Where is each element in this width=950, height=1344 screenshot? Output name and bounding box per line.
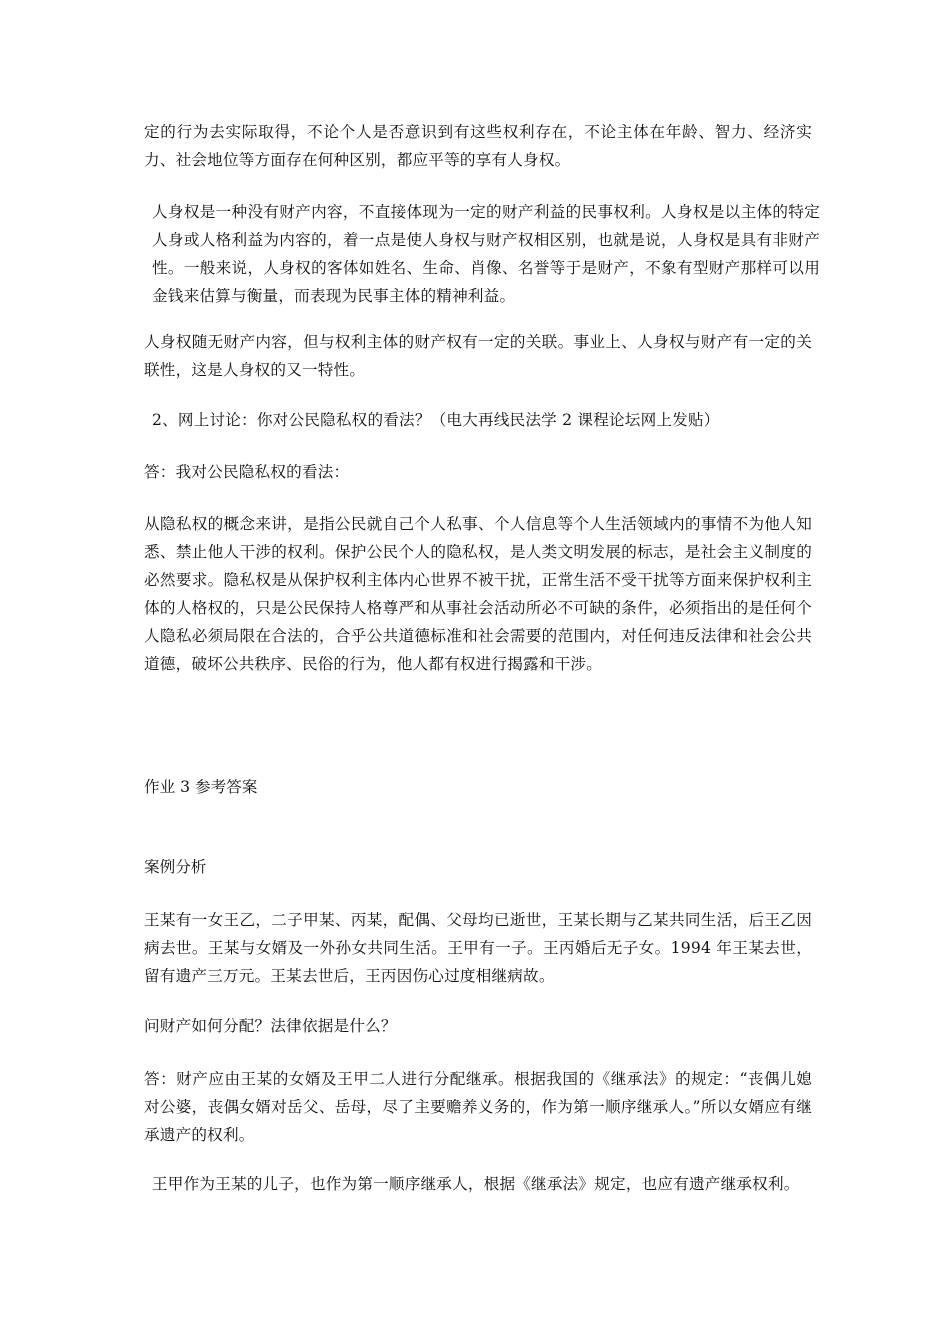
paragraph-property-relation: 人身权随无财产内容，但与权利主体的财产权有一定的关联。事业上、人身权与财产有一定的关联性，这是人身权的又一特性。 bbox=[144, 333, 812, 379]
paragraph-privacy-concept: 从隐私权的概念来讲，是指公民就自己个人私事、个人信息等个人生活领域内的事情不为他人知悉、禁止他人干涉的权利。保护公民个人的隐私权，是人类文明发展的标志，是社会主义制度的必然要求。隐私权是从保护权利主体内心世界不被干扰，正常生活不受干扰等方面来保护权利主体的人格权的，只是公民保持人格尊严和从事社会活动所必不可缺的条件，必须指出的是任何个人隐私必须局限在合法的，合乎公共道德标准和社会需要的范围内，对任何违反法律和社会公共道德，破坏公共秩序、民俗的行为，他人都有权进行揭露和干涉。 bbox=[144, 515, 812, 673]
section-title-homework-3: 作业 3 参考答案 bbox=[144, 778, 258, 796]
answer-son-inheritance: 王甲作为王某的儿子，也作为第一顺序继承人，根据《继承法》规定，也应有遗产继承权利。 bbox=[152, 1175, 800, 1193]
question-inheritance: 问财产如何分配？法律依据是什么？ bbox=[144, 1017, 397, 1035]
answer-privacy-heading: 答：我对公民隐私权的看法： bbox=[144, 463, 350, 481]
paragraph-personal-rights-equality: 定的行为去实际取得，不论个人是否意识到有这些权利存在，不论主体在年龄、智力、经济实力、社会地位等方面存在何种区别，都应平等的享有人身权。 bbox=[144, 123, 812, 169]
paragraph-non-property-nature: 人身权是一种没有财产内容，不直接体现为一定的财产利益的民事权利。人身权是以主体的特定人身或人格利益为内容的，着一点是使人身权与财产权相区别，也就是说，人身权是具有非财产性。一般来说，人身权的客体如姓名、生命、肖像、名誉等于是财产，不象有型财产那样可以用金钱来估算与衡量，而表现为民事主体的精神利益。 bbox=[152, 203, 820, 305]
section-title-case-analysis: 案例分析 bbox=[144, 858, 207, 876]
question-privacy-discussion: 2、网上讨论：你对公民隐私权的看法？（电大再线民法学 2 课程论坛网上发贴） bbox=[152, 411, 720, 429]
paragraph-case-facts: 王某有一女王乙，二子甲某、丙某，配偶、父母均已逝世，王某长期与乙某共同生活，后王乙因病去世。王某与女婿及一外孙女共同生活。王甲有一子。王丙婚后无子女。1994 年王某去世，留有遗产三万元。王某去世后，王丙因伤心过度相继病故。 bbox=[144, 911, 812, 985]
answer-son-in-law: 答：财产应由王某的女婿及王甲二人进行分配继承。根据我国的《继承法》的规定：“丧偶儿媳对公婆，丧偶女婿对岳父、岳母，尽了主要赡养义务的，作为第一顺序继承人。”所以女婿应有继承遗产的权利。 bbox=[144, 1070, 812, 1144]
